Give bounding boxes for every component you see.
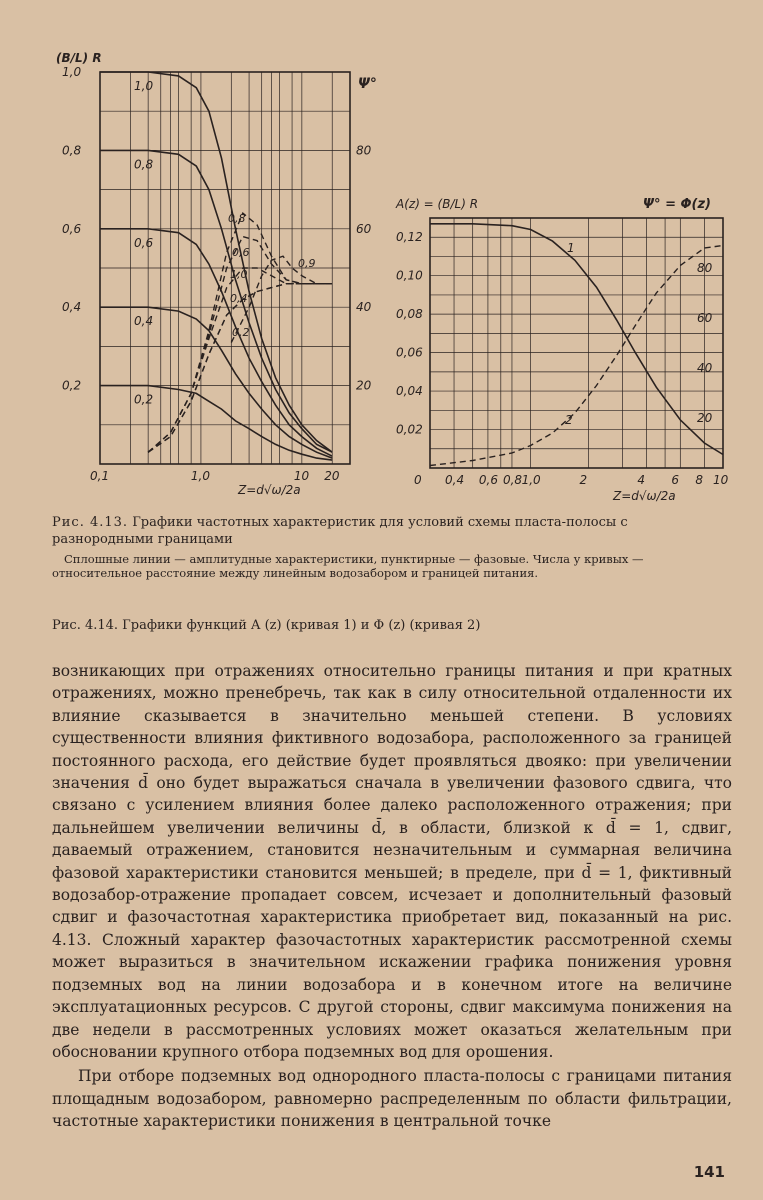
figure-4-13-caption — [52, 514, 732, 548]
y-tick-label-left: 0,04 — [396, 384, 423, 399]
y-tick-label-right: 20 — [697, 411, 713, 425]
phase-curve-label: 0,2 — [232, 326, 250, 339]
x-axis-label: Z=d√ω/2a — [613, 489, 676, 503]
y-tick-label-left: 0,8 — [62, 143, 82, 158]
y-tick-label-left: 0,02 — [396, 422, 423, 437]
x-tick-label: 8 — [695, 473, 703, 487]
y-axis-label-left: A(z) = (B/L) R — [396, 197, 479, 211]
x-tick-label: 0,1 — [90, 469, 110, 483]
y-tick-label-right: 40 — [356, 300, 372, 315]
y-tick-label-left: 0,4 — [62, 300, 82, 315]
x-tick-label: 6 — [671, 473, 679, 487]
phase-curve-label: 0,8 — [228, 212, 246, 225]
y-tick-label-left: 0,6 — [62, 221, 82, 236]
phase-curve-label: 0,4 — [230, 292, 248, 305]
amplitude-curve-label: 0,4 — [134, 314, 154, 329]
amplitude-curve-label: 0,6 — [134, 235, 154, 250]
amplitude-curve-label: 1,0 — [134, 79, 154, 93]
x-tick-label: 0 — [414, 473, 422, 487]
y-tick-label-right: 80 — [356, 143, 372, 158]
phase-curve-label: 0,6 — [232, 246, 250, 259]
y-tick-label-left: 0,2 — [62, 378, 82, 393]
y-axis-label-right: Ψ° — [358, 76, 377, 92]
paragraph-2: При отборе подземных вод однородного пласта-полосы с границами питания площадным водозабором, равномерно распределенным по области фильтрации, частотные характеристики понижения в центральной точке — [52, 1067, 732, 1131]
y-tick-label-right: 20 — [356, 378, 372, 393]
figure-4-13 — [50, 44, 390, 514]
paragraph-1: возникающих при отражениях относительно границы питания и при кратных отражениях, можно пренебречь, так как в силу относительной отдаленности их влияние сказывается в значительно меньшей степени. В условиях существенности влияния фиктивного водозабора, расположенного за границей постоянного расхода, его действие будет проявляться двояко: при увеличении значения d̄ оно будет выражаться сначала в увеличении фазового сдвига, что связано с усилением влияния более далеко расположенного отражения; при дальнейшем увеличении величины d̄, в области, близкой к d̄ = 1, сдвиг, даваемый отражением, становится незначительным и суммарная величина фазовой характеристики становится меньшей; в пределе, при d̄ = 1, фиктивный водозабор-отражение пропадает совсем, исчезает и дополнительный фазовый сдвиг и фазочастотная характеристика приобретает вид, показанный на рис. 4.13. Сложный характер фазочастотных характеристик рассмотренной схемы может выразиться в значительном искажении графика понижения уровня подземных вод на линии водозабора и в конечном итоге на величине эксплуатационных ресурсов. С другой стороны, сдвиг максимума понижения на две недели в рассмотренных условиях может оказаться желательным при обосновании крупного отбора подземных вод для орошения. — [52, 662, 732, 1061]
x-tick-label: 0,8 — [502, 473, 523, 487]
curve-label-2: 2 — [565, 413, 573, 427]
x-tick-label: 10 — [713, 473, 729, 487]
figure-4-14-caption: Рис. 4.14. Графики функций A (z) (кривая 1) и Φ (z) (кривая 2) — [52, 618, 481, 633]
x-tick-label: 0,6 — [478, 473, 499, 487]
y-tick-label-left: 1,0 — [62, 65, 82, 79]
y-axis-label-left: (B/L) R — [56, 51, 102, 65]
y-tick-label-right: 80 — [697, 261, 713, 275]
x-tick-label: 0,4 — [445, 473, 465, 487]
x-tick-label: 20 — [324, 469, 340, 483]
phase-curve-label: 0,9 — [298, 257, 316, 270]
chart-4-14 — [395, 190, 750, 510]
x-tick-label: 4 — [637, 473, 646, 487]
y-tick-label-right: 60 — [356, 221, 372, 236]
x-tick-label: 10 — [293, 469, 310, 483]
curve-2 — [430, 246, 723, 466]
x-tick-label: 2 — [579, 473, 588, 487]
figure-4-13-caption-prefix: Рис. 4.13. — [52, 515, 129, 530]
amplitude-curve-label: 0,8 — [134, 157, 154, 172]
y-tick-label-right: 60 — [697, 311, 713, 325]
y-tick-label-right: 40 — [697, 361, 713, 375]
x-axis-label: Z=d√ω/2a — [238, 483, 301, 497]
amplitude-curve-3 — [100, 307, 332, 458]
y-tick-label-left: 0,12 — [396, 230, 423, 245]
amplitude-curve-label: 0,2 — [134, 392, 154, 407]
phase-curve-label: 1,0 — [230, 268, 248, 281]
y-axis-label-right: Ψ° = Φ(z) — [643, 197, 711, 212]
page-number: 141 — [693, 1163, 725, 1181]
x-tick-label: 1,0 — [521, 473, 541, 487]
body-text — [52, 660, 732, 1133]
y-tick-label-left: 0,10 — [396, 268, 423, 283]
curve-1 — [430, 224, 723, 455]
curve-label-1: 1 — [567, 241, 575, 255]
amplitude-curve-1 — [100, 150, 332, 452]
y-tick-label-left: 0,08 — [396, 307, 423, 322]
figure-4-14 — [395, 190, 750, 510]
plot-frame — [430, 218, 723, 468]
figure-4-13-note: Сплошные линии — амплитудные характеристики, пунктирные — фазовые. Числа у кривых — относительное расстояние между линейным водозабором и границей питания. — [52, 552, 644, 580]
y-tick-label-left: 0,06 — [396, 345, 423, 360]
chart-4-13 — [50, 44, 390, 514]
figure-4-13-caption-text: Графики частотных характеристик для условий схемы пласта-полосы с разнородными границами — [52, 515, 628, 547]
x-tick-label: 1,0 — [190, 469, 211, 483]
